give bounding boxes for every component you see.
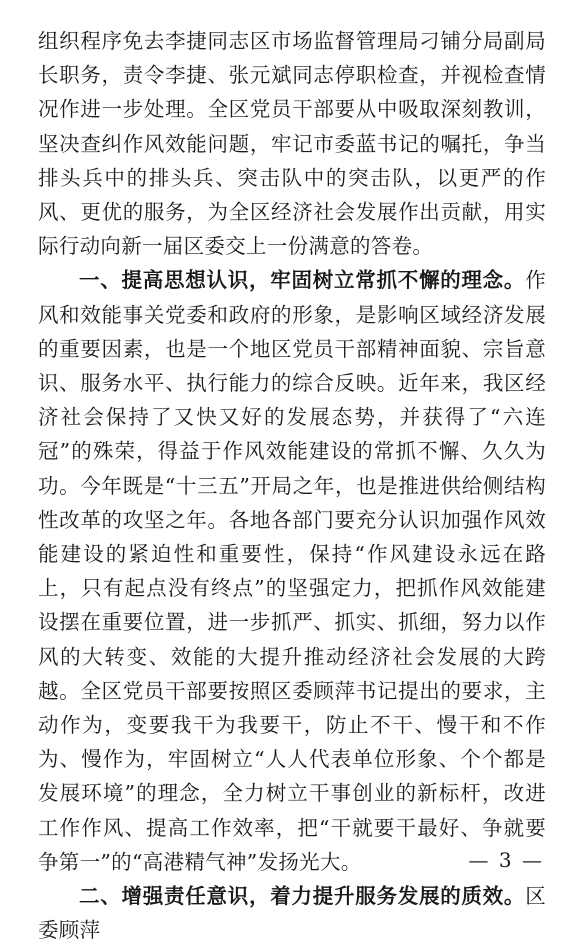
paragraph-text: 区委顾萍 xyxy=(38,884,546,943)
paragraph-text: 组织程序免去李捷同志区市场监督管理局刁铺分局副局长职务，责令李捷、张元斌同志停职检查，并视检查情况作进一步处理。全区党员干部要从中吸取深刻教训，坚决查纠作风效能问题，牢记市委蓝书记的嘱托，争当排头兵中的排头兵、突击队中的突击队，以更严的作风、更优的服务，为全区经济社会发展作出贡献，用实际行动向新一届区委交上一份满意的答卷。 xyxy=(38,29,546,259)
paragraph-text: 作风和效能事关党委和政府的形象，是影响区域经济发展的重要因素，也是一个地区党员干部精神面貌、宗旨意识、服务水平、执行能力的综合反映。近年来，我区经济社会保持了又快又好的发展态势，并获得了“六连冠”的殊荣，得益于作风效能建设的常抓不懈、久久为功。今年既是“十三五”开局之年，也是推进供给侧结构性改革的攻坚之年。各地各部门要充分认识加强作风效能建设的紧迫性和重要性，保持“作风建设永远在路上，只有起点没有终点”的坚强定力，把抓作风效能建设摆在重要位置，进一步抓严、抓实、抓细，努力以作风的大转变、效能的大提升推动经济社会发展的大跨越。全区党员干部要按照区委顾萍书记提出的要求，主动作为，变要我干为我要干，防止不干、慢干和不作为、慢作为，牢固树立“人人代表单位形象、个个都是发展环境”的理念，全力树立干事创业的新标杆，改进工作作风、提高工作效率，把“干就要干最好、争就要争第一”的“高港精气神”发扬光大。 xyxy=(38,268,546,874)
page-number: — 3 — xyxy=(468,848,544,872)
section-heading: 二、增强责任意识，着力提升服务发展的质效。 xyxy=(79,884,526,909)
document-page xyxy=(38,24,546,947)
paragraph-section-one xyxy=(38,263,546,879)
paragraph-continuation xyxy=(38,24,546,263)
section-heading: 一、提高思想认识，牢固树立常抓不懈的理念。 xyxy=(79,268,526,293)
paragraph-section-two xyxy=(38,879,546,947)
